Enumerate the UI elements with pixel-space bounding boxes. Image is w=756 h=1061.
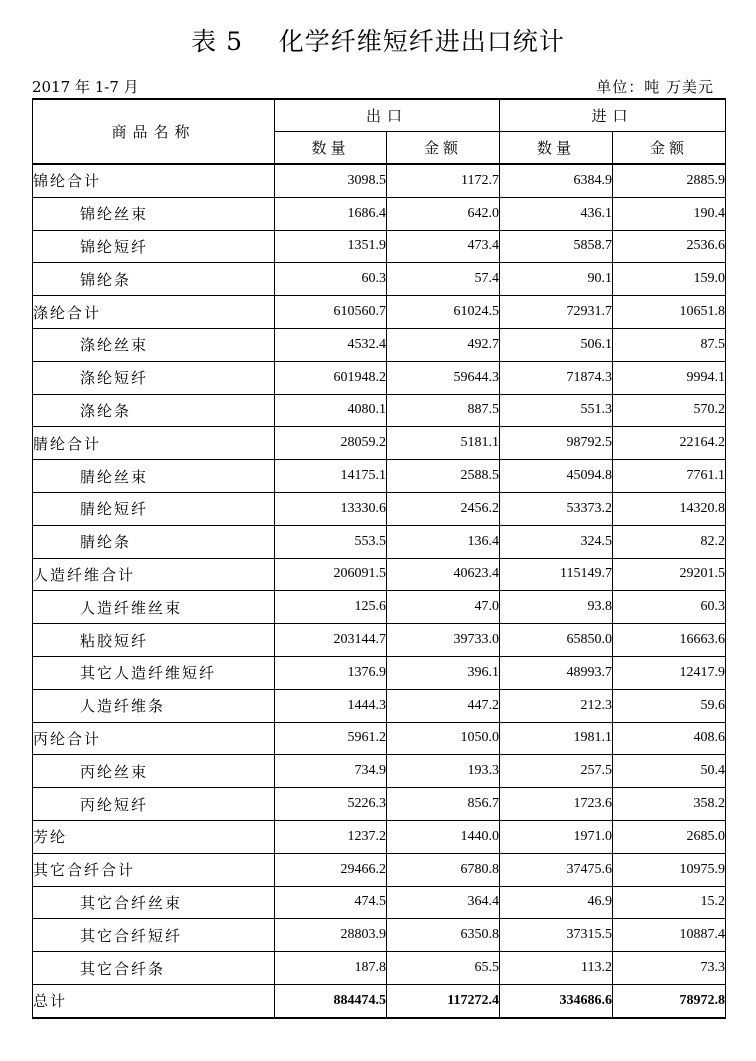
import-quantity-cell: 113.2	[500, 952, 613, 985]
product-name-cell: 粘胶短纤	[33, 624, 275, 657]
import-amount-cell: 358.2	[613, 788, 726, 821]
table-row	[33, 689, 726, 722]
import-amount-cell: 12417.9	[613, 656, 726, 689]
table-row	[33, 296, 726, 329]
import-quantity-cell: 1981.1	[500, 722, 613, 755]
export-quantity-header: 数量	[275, 132, 387, 165]
product-name-cell: 其它合纤条	[33, 952, 275, 985]
import-amount-cell: 2685.0	[613, 820, 726, 853]
import-amount-cell: 50.4	[613, 755, 726, 788]
table-row	[33, 820, 726, 853]
import-quantity-cell: 334686.6	[500, 984, 613, 1017]
import-quantity-cell: 212.3	[500, 689, 613, 722]
import-quantity-cell: 37315.5	[500, 919, 613, 952]
export-quantity-cell: 28059.2	[275, 427, 387, 460]
import-quantity-cell: 6384.9	[500, 164, 613, 197]
import-amount-cell: 570.2	[613, 394, 726, 427]
import-amount-cell: 10887.4	[613, 919, 726, 952]
export-amount-header: 金额	[387, 132, 500, 165]
import-amount-cell: 87.5	[613, 328, 726, 361]
table-row	[33, 886, 726, 919]
export-quantity-cell: 28803.9	[275, 919, 387, 952]
table-row	[33, 361, 726, 394]
import-amount-cell: 7761.1	[613, 460, 726, 493]
import-quantity-cell: 93.8	[500, 591, 613, 624]
import-quantity-cell: 324.5	[500, 525, 613, 558]
export-amount-cell: 193.3	[387, 755, 500, 788]
product-name-cell: 锦纶丝束	[33, 197, 275, 230]
table-row	[33, 460, 726, 493]
export-amount-cell: 61024.5	[387, 296, 500, 329]
export-quantity-cell: 206091.5	[275, 558, 387, 591]
import-amount-cell: 408.6	[613, 722, 726, 755]
import-quantity-cell: 115149.7	[500, 558, 613, 591]
export-amount-cell: 2588.5	[387, 460, 500, 493]
export-amount-cell: 59644.3	[387, 361, 500, 394]
export-quantity-cell: 3098.5	[275, 164, 387, 197]
product-name-cell: 总计	[33, 984, 275, 1017]
export-amount-cell: 5181.1	[387, 427, 500, 460]
table-row	[33, 263, 726, 296]
export-amount-cell: 6350.8	[387, 919, 500, 952]
import-amount-header: 金额	[613, 132, 726, 165]
export-quantity-cell: 29466.2	[275, 853, 387, 886]
import-quantity-cell: 53373.2	[500, 492, 613, 525]
import-quantity-cell: 45094.8	[500, 460, 613, 493]
export-amount-cell: 856.7	[387, 788, 500, 821]
import-amount-cell: 2536.6	[613, 230, 726, 263]
import-quantity-cell: 257.5	[500, 755, 613, 788]
product-name-cell: 其它合纤丝束	[33, 886, 275, 919]
import-amount-cell: 15.2	[613, 886, 726, 919]
export-quantity-cell: 125.6	[275, 591, 387, 624]
import-quantity-cell: 71874.3	[500, 361, 613, 394]
import-amount-cell: 60.3	[613, 591, 726, 624]
export-quantity-cell: 13330.6	[275, 492, 387, 525]
export-quantity-cell: 187.8	[275, 952, 387, 985]
import-amount-cell: 2885.9	[613, 164, 726, 197]
import-quantity-cell: 506.1	[500, 328, 613, 361]
export-amount-cell: 887.5	[387, 394, 500, 427]
table-row	[33, 853, 726, 886]
product-name-cell: 涤纶短纤	[33, 361, 275, 394]
export-quantity-cell: 1237.2	[275, 820, 387, 853]
product-name-cell: 锦纶短纤	[33, 230, 275, 263]
product-name-cell: 芳纶	[33, 820, 275, 853]
export-quantity-cell: 14175.1	[275, 460, 387, 493]
import-header: 进口	[500, 99, 726, 132]
export-amount-cell: 364.4	[387, 886, 500, 919]
table-row	[33, 427, 726, 460]
product-name-cell: 腈纶短纤	[33, 492, 275, 525]
product-name-cell: 丙纶合计	[33, 722, 275, 755]
import-quantity-cell: 436.1	[500, 197, 613, 230]
import-amount-cell: 82.2	[613, 525, 726, 558]
product-name-cell: 腈纶丝束	[33, 460, 275, 493]
export-amount-cell: 65.5	[387, 952, 500, 985]
import-quantity-cell: 5858.7	[500, 230, 613, 263]
unit-label: 单位：吨 万美元	[596, 78, 714, 96]
table-row	[33, 197, 726, 230]
import-amount-cell: 22164.2	[613, 427, 726, 460]
export-quantity-cell: 1351.9	[275, 230, 387, 263]
import-quantity-cell: 48993.7	[500, 656, 613, 689]
table-row	[33, 164, 726, 197]
export-quantity-cell: 601948.2	[275, 361, 387, 394]
export-amount-cell: 136.4	[387, 525, 500, 558]
export-quantity-cell: 5226.3	[275, 788, 387, 821]
import-amount-cell: 10651.8	[613, 296, 726, 329]
import-amount-cell: 9994.1	[613, 361, 726, 394]
product-name-cell: 锦纶合计	[33, 164, 275, 197]
import-quantity-cell: 98792.5	[500, 427, 613, 460]
table-row	[33, 952, 726, 985]
product-name-cell: 人造纤维条	[33, 689, 275, 722]
page-title: 表 5 化学纤维短纤进出口统计	[191, 27, 565, 56]
export-quantity-cell: 610560.7	[275, 296, 387, 329]
table-row	[33, 624, 726, 657]
table-body	[33, 164, 726, 1018]
total-row	[33, 984, 726, 1017]
import-quantity-cell: 72931.7	[500, 296, 613, 329]
export-quantity-cell: 553.5	[275, 525, 387, 558]
product-name-cell: 涤纶条	[33, 394, 275, 427]
export-amount-cell: 39733.0	[387, 624, 500, 657]
import-quantity-cell: 65850.0	[500, 624, 613, 657]
export-amount-cell: 2456.2	[387, 492, 500, 525]
export-amount-cell: 47.0	[387, 591, 500, 624]
import-amount-cell: 190.4	[613, 197, 726, 230]
table-row	[33, 492, 726, 525]
export-quantity-cell: 1376.9	[275, 656, 387, 689]
product-name-cell: 腈纶合计	[33, 427, 275, 460]
table-row	[33, 788, 726, 821]
import-amount-cell: 78972.8	[613, 984, 726, 1017]
product-name-cell: 涤纶合计	[33, 296, 275, 329]
import-quantity-cell: 1971.0	[500, 820, 613, 853]
export-amount-cell: 642.0	[387, 197, 500, 230]
import-amount-cell: 59.6	[613, 689, 726, 722]
table-row	[33, 656, 726, 689]
export-amount-cell: 492.7	[387, 328, 500, 361]
import-amount-cell: 29201.5	[613, 558, 726, 591]
product-name-cell: 丙纶丝束	[33, 755, 275, 788]
export-amount-cell: 1050.0	[387, 722, 500, 755]
product-name-cell: 腈纶条	[33, 525, 275, 558]
export-amount-cell: 57.4	[387, 263, 500, 296]
product-name-header: 商品名称	[33, 99, 275, 164]
table-row	[33, 591, 726, 624]
import-amount-cell: 73.3	[613, 952, 726, 985]
export-amount-cell: 1440.0	[387, 820, 500, 853]
export-amount-cell: 473.4	[387, 230, 500, 263]
product-name-cell: 涤纶丝束	[33, 328, 275, 361]
trade-table	[32, 98, 726, 1019]
import-quantity-cell: 46.9	[500, 886, 613, 919]
table-row	[33, 722, 726, 755]
table-row	[33, 919, 726, 952]
import-quantity-cell: 90.1	[500, 263, 613, 296]
export-quantity-cell: 60.3	[275, 263, 387, 296]
table-row	[33, 328, 726, 361]
table-row	[33, 558, 726, 591]
export-quantity-cell: 1444.3	[275, 689, 387, 722]
table-row	[33, 230, 726, 263]
export-quantity-cell: 4080.1	[275, 394, 387, 427]
import-amount-cell: 16663.6	[613, 624, 726, 657]
import-quantity-cell: 551.3	[500, 394, 613, 427]
export-amount-cell: 1172.7	[387, 164, 500, 197]
import-quantity-cell: 1723.6	[500, 788, 613, 821]
export-quantity-cell: 734.9	[275, 755, 387, 788]
export-quantity-cell: 884474.5	[275, 984, 387, 1017]
import-amount-cell: 10975.9	[613, 853, 726, 886]
product-name-cell: 丙纶短纤	[33, 788, 275, 821]
export-quantity-cell: 203144.7	[275, 624, 387, 657]
period-label: 2017 年 1-7 月	[32, 78, 139, 96]
table-row	[33, 755, 726, 788]
product-name-cell: 锦纶条	[33, 263, 275, 296]
import-quantity-header: 数量	[500, 132, 613, 165]
product-name-cell: 其它人造纤维短纤	[33, 656, 275, 689]
product-name-cell: 人造纤维丝束	[33, 591, 275, 624]
export-amount-cell: 6780.8	[387, 853, 500, 886]
export-amount-cell: 117272.4	[387, 984, 500, 1017]
table-row	[33, 394, 726, 427]
export-quantity-cell: 5961.2	[275, 722, 387, 755]
product-name-cell: 其它合纤合计	[33, 853, 275, 886]
product-name-cell: 其它合纤短纤	[33, 919, 275, 952]
export-amount-cell: 396.1	[387, 656, 500, 689]
export-amount-cell: 40623.4	[387, 558, 500, 591]
import-amount-cell: 14320.8	[613, 492, 726, 525]
export-quantity-cell: 4532.4	[275, 328, 387, 361]
import-quantity-cell: 37475.6	[500, 853, 613, 886]
export-amount-cell: 447.2	[387, 689, 500, 722]
export-header: 出口	[275, 99, 500, 132]
export-quantity-cell: 474.5	[275, 886, 387, 919]
product-name-cell: 人造纤维合计	[33, 558, 275, 591]
import-amount-cell: 159.0	[613, 263, 726, 296]
table-row	[33, 525, 726, 558]
export-quantity-cell: 1686.4	[275, 197, 387, 230]
